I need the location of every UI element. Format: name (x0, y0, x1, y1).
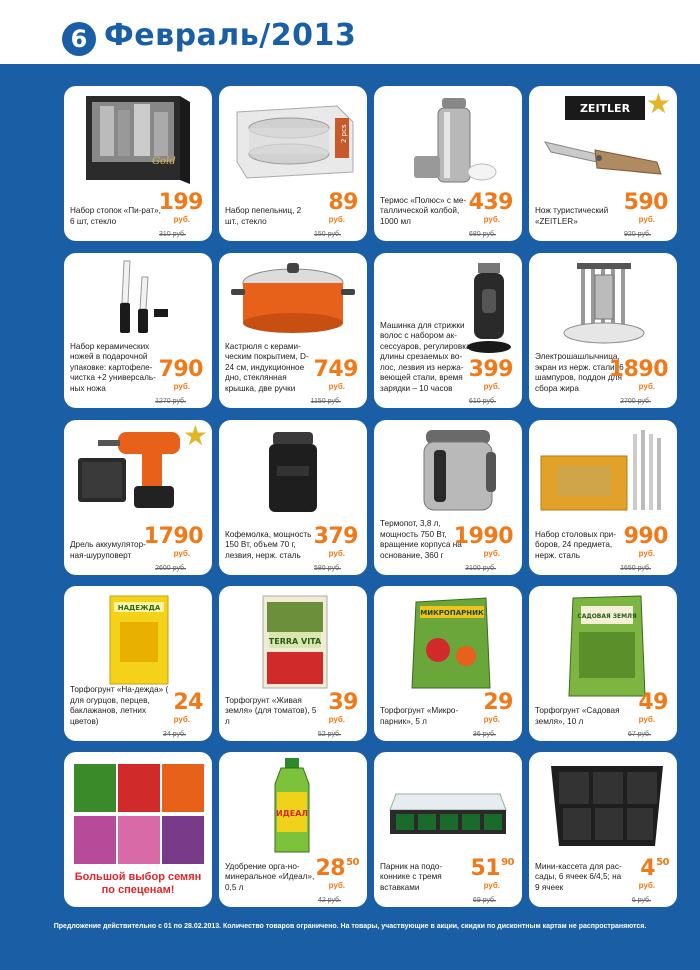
old-price: 2700 руб. (620, 398, 651, 405)
old-price: 42 руб. (317, 897, 341, 904)
product-name: Набор столовых при-боров, 24 предмета, нерж. сталь (535, 529, 616, 560)
old-price: 680 руб. (469, 231, 496, 238)
product-price: 49 (638, 690, 668, 715)
product-card-hair-clipper[interactable] (374, 253, 522, 408)
product-price: 749 (313, 357, 358, 382)
page-header (0, 0, 700, 64)
product-name: Кофемолка, мощность 150 Вт, объем 70 г, лезвия, нерж. сталь (225, 529, 312, 560)
product-card-shot-glasses[interactable] (64, 86, 212, 241)
ceramic-knives-image (72, 259, 172, 339)
old-price: 150 руб. (314, 231, 341, 238)
ashtray-set-image (227, 92, 359, 184)
old-price: 6 руб. (631, 897, 651, 904)
star-icon: ★ (645, 88, 671, 119)
old-price: 610 руб. (469, 398, 496, 405)
product-card-soil-microparnik[interactable] (374, 586, 522, 741)
svg-text:TERRA VITA: TERRA VITA (268, 637, 322, 646)
product-card-seedling-cassette[interactable] (529, 752, 677, 907)
page-title: Февраль/2013 (104, 18, 357, 53)
svg-text:ИДЕАЛ: ИДЕАЛ (275, 809, 309, 818)
coffee-grinder-image (227, 426, 359, 516)
product-card-knife[interactable] (529, 86, 677, 241)
currency-label: руб. (328, 549, 345, 558)
star-icon: ★ (182, 420, 208, 451)
thermos-image (382, 92, 514, 184)
product-name: Набор керамических ножей в подарочной упаковке: картофеле-чистка +2 универсаль-ных ножа (70, 341, 156, 393)
currency-label: руб. (173, 215, 190, 224)
product-name: Нож туристический «ZEITLER» (535, 206, 609, 226)
product-price: 199 (158, 190, 203, 215)
product-card-coffee-grinder[interactable] (219, 420, 367, 575)
thermopot-image (382, 426, 514, 514)
cutlery-set-image (537, 426, 669, 522)
product-name: Торфогрунт «Садовая земля», 10 л (535, 706, 620, 726)
product-price: 24 (173, 690, 203, 715)
currency-label: руб. (483, 715, 500, 724)
product-card-ashtrays[interactable] (219, 86, 367, 241)
currency-label: руб. (483, 881, 500, 890)
product-card-fertilizer[interactable] (219, 752, 367, 907)
old-price: 36 руб. (472, 731, 496, 738)
product-card-seeds[interactable] (64, 752, 212, 907)
fertilizer-bottle-image (267, 756, 317, 856)
product-card-ceramic-knives[interactable] (64, 253, 212, 408)
old-price: 3100 руб. (465, 565, 496, 572)
legal-disclaimer: Предложение действительно с 01 по 28.02.2013. Количество товаров ограничено. На товары, участвующие в акции, скидки по дисконтным картам не распространяются. (53, 923, 647, 930)
old-price: 34 руб. (162, 731, 186, 738)
product-price: 1790 (143, 524, 203, 549)
seedling-tray-image (382, 766, 514, 846)
currency-label: руб. (638, 215, 655, 224)
svg-text:НАДЕЖДА: НАДЕЖДА (117, 604, 161, 612)
old-price: 310 руб. (159, 231, 186, 238)
product-card-cutlery[interactable] (529, 420, 677, 575)
old-price: 1150 руб. (310, 398, 341, 405)
product-card-thermos[interactable] (374, 86, 522, 241)
product-price: $28^{50}$ (315, 856, 359, 881)
soil-bag-yellow-image (72, 592, 204, 688)
old-price: 67 руб. (627, 731, 651, 738)
product-price: 1890 (608, 357, 668, 382)
product-price: 790 (158, 357, 203, 382)
page-number-badge: 6 (62, 22, 96, 56)
product-price: 1990 (453, 524, 513, 549)
svg-text:Gold: Gold (152, 156, 176, 167)
product-name: Кастрюля с керами-ческим покрытием, D-24 см, индукционное дно, стеклянная крышка, две ручки (225, 341, 309, 393)
product-name: Машинка для стрижки волос с набором ак-сессуаров, регулировка длины срезаемых во-лос, лезвия из нержа-веющей стали, время зарядки – 10 часов (380, 320, 471, 393)
product-price: 379 (313, 524, 358, 549)
product-price: 89 (328, 190, 358, 215)
product-price: $51^{90}$ (470, 856, 514, 881)
product-name: Электрошашлычница, экран из нерж. стали, 6 шампуров, поддон для сбора жира (535, 352, 624, 393)
seeds-promo-text: Большой выбор семян по спеценам! (74, 871, 202, 896)
product-card-soil-sadovaya[interactable] (529, 586, 677, 741)
currency-label: руб. (638, 382, 655, 391)
old-price: 2600 руб. (155, 565, 186, 572)
currency-label: руб. (328, 881, 345, 890)
currency-label: руб. (638, 715, 655, 724)
currency-label: руб. (173, 715, 190, 724)
product-price: $4^{50}$ (640, 856, 669, 881)
svg-text:САДОВАЯ ЗЕМЛЯ: САДОВАЯ ЗЕМЛЯ (577, 613, 637, 620)
product-name: Набор пепельниц, 2 шт., стекло (225, 206, 302, 226)
currency-label: руб. (483, 382, 500, 391)
currency-label: руб. (483, 215, 500, 224)
product-price: 29 (483, 690, 513, 715)
product-card-thermopot[interactable] (374, 420, 522, 575)
currency-label: руб. (328, 715, 345, 724)
svg-text:2 pcs: 2 pcs (340, 124, 348, 143)
product-price: 590 (623, 190, 668, 215)
old-price: 69 руб. (472, 897, 496, 904)
soil-bag-sadovaya-image (537, 592, 669, 698)
svg-text:ZEITLER: ZEITLER (579, 102, 631, 115)
old-price: 1270 руб. (155, 398, 186, 405)
old-price: 580 руб. (314, 565, 341, 572)
soil-bag-microparnik-image (382, 592, 514, 692)
product-card-electric-grill[interactable] (529, 253, 677, 408)
currency-label: руб. (638, 881, 655, 890)
product-name: Удобрение орга-но-минеральное «Идеал», 0,5 л (225, 861, 315, 892)
seed-packets-image (72, 762, 204, 866)
old-price: 920 руб. (624, 231, 651, 238)
product-price: 39 (328, 690, 358, 715)
product-name: Парник на подо-коннике с тремя вставками (380, 861, 443, 892)
currency-label: руб. (173, 549, 190, 558)
svg-text:МИКРОПАРНИК: МИКРОПАРНИК (420, 609, 484, 617)
electric-grill-image (559, 259, 649, 345)
product-card-seedling-tray[interactable] (374, 752, 522, 907)
product-price: 439 (468, 190, 513, 215)
currency-label: руб. (328, 382, 345, 391)
currency-label: руб. (328, 215, 345, 224)
product-name: Торфогрунт «Микро-парник», 5 л (380, 706, 459, 726)
product-name: Дрель аккумулятор-ная-шуруповерт (70, 540, 146, 560)
product-name: Термос «Полюс» с ме-таллической колбой, 1000 мл (380, 195, 467, 226)
product-card-soil-terravita[interactable] (219, 586, 367, 741)
product-name: Мини-кассета для рас-сады, 6 ячеек 6/4,5; на 9 ячеек (535, 861, 622, 892)
product-name: Термопот, 3,8 л, мощность 750 Вт, вращение корпуса на основание, 360 г (380, 519, 462, 560)
seedling-cassette-image (537, 758, 669, 852)
soil-bag-terravita-image (227, 592, 359, 692)
product-name: Торфогрунт «Живая земля» (для томатов), 5 л (225, 695, 317, 726)
product-name: Набор стопок «Пи-рат», 6 шт, стекло (70, 206, 161, 226)
product-price: 399 (468, 357, 513, 382)
product-card-drill[interactable] (64, 420, 212, 575)
saucepan-image (227, 259, 359, 335)
old-price: 1650 руб. (620, 565, 651, 572)
currency-label: руб. (483, 549, 500, 558)
currency-label: руб. (638, 549, 655, 558)
old-price: 52 руб. (317, 731, 341, 738)
product-card-soil-nadezhda[interactable] (64, 586, 212, 741)
product-card-saucepan[interactable] (219, 253, 367, 408)
product-price: 990 (623, 524, 668, 549)
shot-glasses-set-image (72, 92, 204, 184)
product-name: Торфогрунт «На-дежда» ( для огурцов, перцев, баклажанов, летних цветов) (70, 685, 169, 726)
currency-label: руб. (173, 382, 190, 391)
